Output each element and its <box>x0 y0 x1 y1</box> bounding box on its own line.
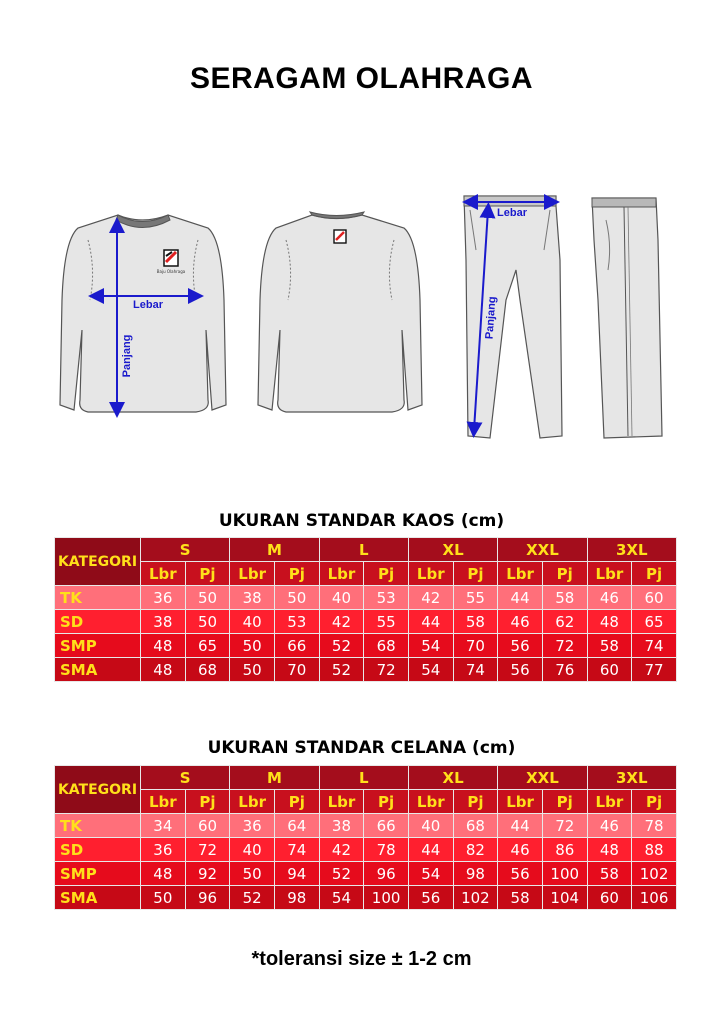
size-value-cell: 44 <box>408 610 453 634</box>
celana-table-title: UKURAN STANDAR CELANA (cm) <box>207 738 516 758</box>
size-value-cell: 58 <box>498 886 543 910</box>
kaos-size-table <box>54 537 677 682</box>
size-value-cell: 58 <box>587 862 632 886</box>
length-subheader: Pj <box>364 790 409 814</box>
size-value-cell: 48 <box>141 634 186 658</box>
size-value-cell: 48 <box>141 862 186 886</box>
size-value-cell: 98 <box>453 862 498 886</box>
length-subheader: Pj <box>632 562 677 586</box>
front-shirt <box>60 215 226 412</box>
size-value-cell: 42 <box>408 586 453 610</box>
size-value-cell: 60 <box>185 814 230 838</box>
size-value-cell: 60 <box>587 658 632 682</box>
size-value-cell: 68 <box>453 814 498 838</box>
size-value-cell: 78 <box>364 838 409 862</box>
size-value-cell: 68 <box>185 658 230 682</box>
size-value-cell: 52 <box>319 634 364 658</box>
size-value-cell: 62 <box>542 610 587 634</box>
size-value-cell: 100 <box>542 862 587 886</box>
width-subheader: Lbr <box>587 562 632 586</box>
size-header: S <box>141 766 230 790</box>
table-row <box>55 862 677 886</box>
size-value-cell: 44 <box>408 838 453 862</box>
length-subheader: Pj <box>453 790 498 814</box>
length-subheader: Pj <box>185 562 230 586</box>
size-value-cell: 42 <box>319 610 364 634</box>
size-header: XL <box>408 538 497 562</box>
size-value-cell: 44 <box>498 814 543 838</box>
size-value-cell: 65 <box>185 634 230 658</box>
width-subheader: Lbr <box>408 790 453 814</box>
width-subheader: Lbr <box>141 790 186 814</box>
size-value-cell: 58 <box>587 634 632 658</box>
tolerance-note: *toleransi size ± 1-2 cm <box>251 948 472 970</box>
size-value-cell: 102 <box>632 862 677 886</box>
pants-length-label: Panjang <box>483 296 499 340</box>
width-subheader: Lbr <box>408 562 453 586</box>
size-value-cell: 52 <box>319 862 364 886</box>
size-value-cell: 40 <box>230 610 275 634</box>
size-value-cell: 70 <box>274 658 319 682</box>
size-value-cell: 65 <box>632 610 677 634</box>
kaos-table-title: UKURAN STANDAR KAOS (cm) <box>218 511 505 531</box>
size-value-cell: 72 <box>364 658 409 682</box>
size-value-cell: 78 <box>632 814 677 838</box>
size-value-cell: 48 <box>587 838 632 862</box>
width-subheader: Lbr <box>587 790 632 814</box>
size-value-cell: 72 <box>542 814 587 838</box>
size-value-cell: 104 <box>542 886 587 910</box>
kategori-header: KATEGORI <box>55 538 141 586</box>
size-value-cell: 52 <box>319 658 364 682</box>
size-value-cell: 46 <box>587 586 632 610</box>
category-label: TK <box>55 814 141 838</box>
shirt-length-label: Panjang <box>121 334 133 378</box>
size-value-cell: 48 <box>141 658 186 682</box>
size-value-cell: 60 <box>587 886 632 910</box>
size-value-cell: 36 <box>141 838 186 862</box>
size-value-cell: 40 <box>319 586 364 610</box>
size-value-cell: 76 <box>542 658 587 682</box>
size-value-cell: 82 <box>453 838 498 862</box>
size-value-cell: 46 <box>587 814 632 838</box>
size-value-cell: 56 <box>498 658 543 682</box>
size-value-cell: 38 <box>319 814 364 838</box>
size-value-cell: 68 <box>364 634 409 658</box>
size-value-cell: 72 <box>542 634 587 658</box>
size-value-cell: 60 <box>632 586 677 610</box>
size-value-cell: 100 <box>364 886 409 910</box>
size-value-cell: 74 <box>632 634 677 658</box>
size-value-cell: 74 <box>274 838 319 862</box>
size-value-cell: 86 <box>542 838 587 862</box>
size-value-cell: 56 <box>408 886 453 910</box>
width-subheader: Lbr <box>319 562 364 586</box>
size-value-cell: 74 <box>453 658 498 682</box>
size-value-cell: 66 <box>364 814 409 838</box>
size-value-cell: 36 <box>141 586 186 610</box>
size-value-cell: 50 <box>274 586 319 610</box>
category-label: SMA <box>55 658 141 682</box>
size-value-cell: 38 <box>141 610 186 634</box>
pants-width-label: Lebar <box>497 207 527 219</box>
size-value-cell: 54 <box>408 634 453 658</box>
kategori-header: KATEGORI <box>55 766 141 814</box>
size-value-cell: 72 <box>185 838 230 862</box>
size-value-cell: 98 <box>274 886 319 910</box>
size-value-cell: 70 <box>453 634 498 658</box>
table-row <box>55 814 677 838</box>
category-label: SMP <box>55 634 141 658</box>
size-value-cell: 40 <box>230 838 275 862</box>
length-subheader: Pj <box>453 562 498 586</box>
size-value-cell: 38 <box>230 586 275 610</box>
length-subheader: Pj <box>274 562 319 586</box>
size-value-cell: 56 <box>498 634 543 658</box>
size-value-cell: 94 <box>274 862 319 886</box>
size-value-cell: 106 <box>632 886 677 910</box>
size-value-cell: 48 <box>587 610 632 634</box>
size-value-cell: 64 <box>274 814 319 838</box>
size-header: M <box>230 538 319 562</box>
size-value-cell: 44 <box>498 586 543 610</box>
size-value-cell: 55 <box>453 586 498 610</box>
size-header: M <box>230 766 319 790</box>
size-value-cell: 54 <box>408 658 453 682</box>
size-header: 3XL <box>587 538 676 562</box>
size-value-cell: 58 <box>453 610 498 634</box>
length-subheader: Pj <box>185 790 230 814</box>
size-value-cell: 50 <box>230 634 275 658</box>
table-row <box>55 634 677 658</box>
size-value-cell: 50 <box>141 886 186 910</box>
size-header: 3XL <box>587 766 676 790</box>
table-row <box>55 658 677 682</box>
size-header: XXL <box>498 766 587 790</box>
back-shirt <box>258 212 422 412</box>
width-subheader: Lbr <box>141 562 186 586</box>
category-label: SMP <box>55 862 141 886</box>
size-value-cell: 54 <box>408 862 453 886</box>
size-header: S <box>141 538 230 562</box>
length-subheader: Pj <box>274 790 319 814</box>
size-value-cell: 50 <box>230 862 275 886</box>
width-subheader: Lbr <box>498 562 543 586</box>
size-header: XL <box>408 766 497 790</box>
size-value-cell: 40 <box>408 814 453 838</box>
length-subheader: Pj <box>542 790 587 814</box>
length-subheader: Pj <box>632 790 677 814</box>
size-value-cell: 77 <box>632 658 677 682</box>
category-label: SD <box>55 610 141 634</box>
width-subheader: Lbr <box>319 790 364 814</box>
celana-size-table <box>54 765 677 910</box>
size-value-cell: 54 <box>319 886 364 910</box>
page-title: SERAGAM OLAHRAGA <box>190 62 533 95</box>
table-row <box>55 610 677 634</box>
size-value-cell: 88 <box>632 838 677 862</box>
garment-illustration <box>0 180 723 460</box>
size-header: XXL <box>498 538 587 562</box>
size-value-cell: 66 <box>274 634 319 658</box>
size-value-cell: 34 <box>141 814 186 838</box>
size-value-cell: 46 <box>498 610 543 634</box>
size-value-cell: 55 <box>364 610 409 634</box>
size-value-cell: 102 <box>453 886 498 910</box>
size-value-cell: 50 <box>230 658 275 682</box>
size-header: L <box>319 538 408 562</box>
category-label: SMA <box>55 886 141 910</box>
length-subheader: Pj <box>364 562 409 586</box>
size-header: L <box>319 766 408 790</box>
size-value-cell: 53 <box>274 610 319 634</box>
table-row <box>55 886 677 910</box>
size-value-cell: 42 <box>319 838 364 862</box>
size-value-cell: 52 <box>230 886 275 910</box>
table-row <box>55 586 677 610</box>
length-subheader: Pj <box>542 562 587 586</box>
width-subheader: Lbr <box>498 790 543 814</box>
side-pants <box>592 198 662 438</box>
brand-logo-text: Baju Olahraga <box>156 269 186 274</box>
width-subheader: Lbr <box>230 790 275 814</box>
size-value-cell: 50 <box>185 586 230 610</box>
category-label: SD <box>55 838 141 862</box>
shirt-width-label: Lebar <box>133 299 163 311</box>
size-value-cell: 92 <box>185 862 230 886</box>
table-row <box>55 838 677 862</box>
size-value-cell: 58 <box>542 586 587 610</box>
size-value-cell: 46 <box>498 838 543 862</box>
front-pants <box>464 196 562 438</box>
category-label: TK <box>55 586 141 610</box>
size-value-cell: 53 <box>364 586 409 610</box>
size-value-cell: 56 <box>498 862 543 886</box>
size-value-cell: 36 <box>230 814 275 838</box>
size-value-cell: 96 <box>364 862 409 886</box>
width-subheader: Lbr <box>230 562 275 586</box>
size-value-cell: 96 <box>185 886 230 910</box>
size-value-cell: 50 <box>185 610 230 634</box>
